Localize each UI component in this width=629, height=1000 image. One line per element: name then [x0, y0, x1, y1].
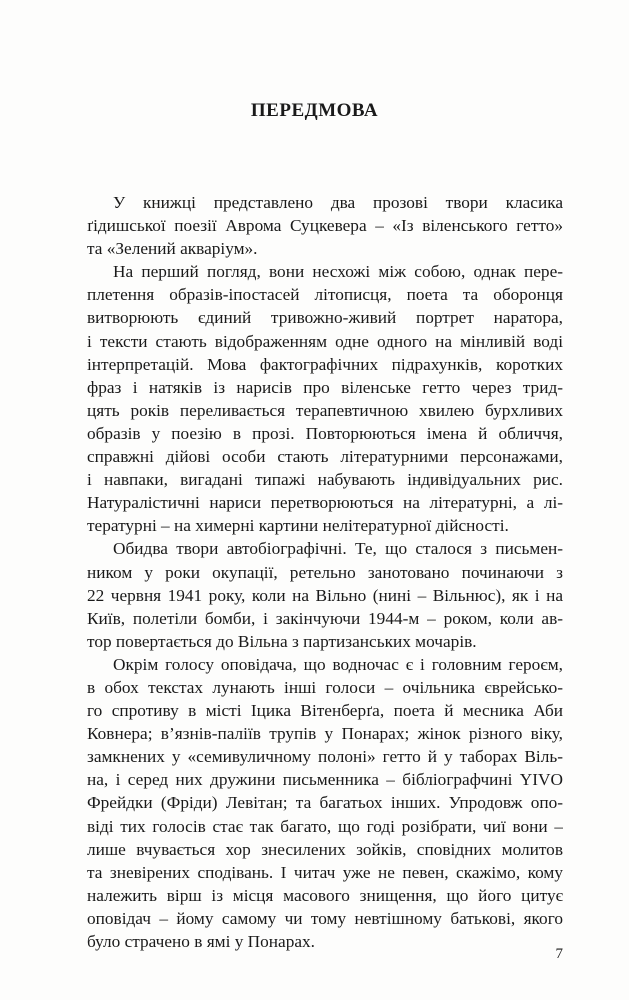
text-line: Ковнера; в’язнів-паліїв трупів у Понарах; жінок різного віку, — [87, 724, 563, 744]
text-line: Обидва твори автобіографічні. Те, що сталося з письмен- — [113, 539, 563, 559]
text-line: і навпаки, вигадані типажі набувають індивідуальних рис. — [87, 470, 563, 490]
text-line: тературні – на химерні картини нелітературної дійсності. — [87, 516, 509, 536]
page-title: ПЕРЕДМОВА — [250, 100, 379, 121]
text-line: ником у роки окупації, ретельно занотовано починаючи з — [87, 562, 563, 582]
text-line: Натуралістичні нариси перетворюються на літературні, а лі- — [87, 493, 563, 513]
preface-text — [87, 191, 563, 953]
text-line: Київ, полетіли бомби, і закінчуючи 1944-м – роком, коли ав- — [87, 608, 563, 628]
page-number: 7 — [555, 946, 563, 962]
text-line: віді тих голосів стає так багато, що годі розібрати, чиї вони – — [87, 816, 563, 836]
text-line: інтерпретацій. Мова фактографічних підрахунків, коротких — [87, 354, 563, 374]
text-line: фраз і натяків із нарисів про віленське гетто через трид- — [87, 377, 563, 397]
text-line: Окрім голосу оповідача, що водночас є і головним героєм, — [113, 654, 563, 674]
text-line: плетення образів-іпостасей літописця, поета та оборонця — [87, 285, 563, 305]
text-line: го спротиву в місті Іцика Вітенберґа, поета й месника Аби — [87, 701, 563, 721]
text-line: лише вчувається хор знесилених зойків, сповідних молитов — [87, 839, 563, 859]
text-line: оповідач – йому самому чи тому невтішному батькові, якого — [87, 908, 563, 928]
text-line: Фрейдки (Фріди) Левітан; та багатьох інших. Упродовж опо- — [87, 793, 563, 813]
text-line: було страчено в ямі у Понарах. — [87, 932, 315, 951]
text-line: та «Зелений акваріум». — [87, 239, 258, 259]
text-line: справжні дійові особи стають літературними персонажами, — [87, 447, 563, 467]
text-line: тор повертається до Вільна з партизанських мочарів. — [87, 631, 477, 651]
text-line: витворюють єдиний тривожно-живий портрет наратора, — [87, 308, 563, 328]
text-line: образів у поезію в прозі. Повторюються імена й обличчя, — [87, 423, 563, 443]
text-line: та зневірених сподівань. І читач уже не певен, скажімо, кому — [87, 862, 563, 882]
text-line: ґідишської поезії Аврома Суцкевера – «Із віленського гетто» — [87, 216, 563, 236]
text-line: і тексти стають відображенням одне одного на мінливій воді — [87, 331, 563, 351]
text-line: цять років переливається терапевтичною хвилею бурхливих — [87, 400, 563, 420]
text-line: замкнених у «семивуличному полоні» гетто й у таборах Віль- — [87, 747, 563, 767]
text-line: належить вірш із місця масового знищення, що його цитує — [87, 885, 563, 905]
text-line: У книжці представлено два прозові твори класика — [113, 193, 563, 212]
text-line: На перший погляд, вони несхожі між собою, однак пере- — [113, 262, 563, 282]
text-line: в обох текстах лунають інші голоси – очільника єврейсько- — [87, 677, 563, 697]
text-line: 22 червня 1941 року, коли на Вільно (нині – Вільнюс), як і на — [87, 585, 563, 605]
text-line: на, і серед них дружини письменника – бібліографчині YIVO — [87, 770, 563, 790]
